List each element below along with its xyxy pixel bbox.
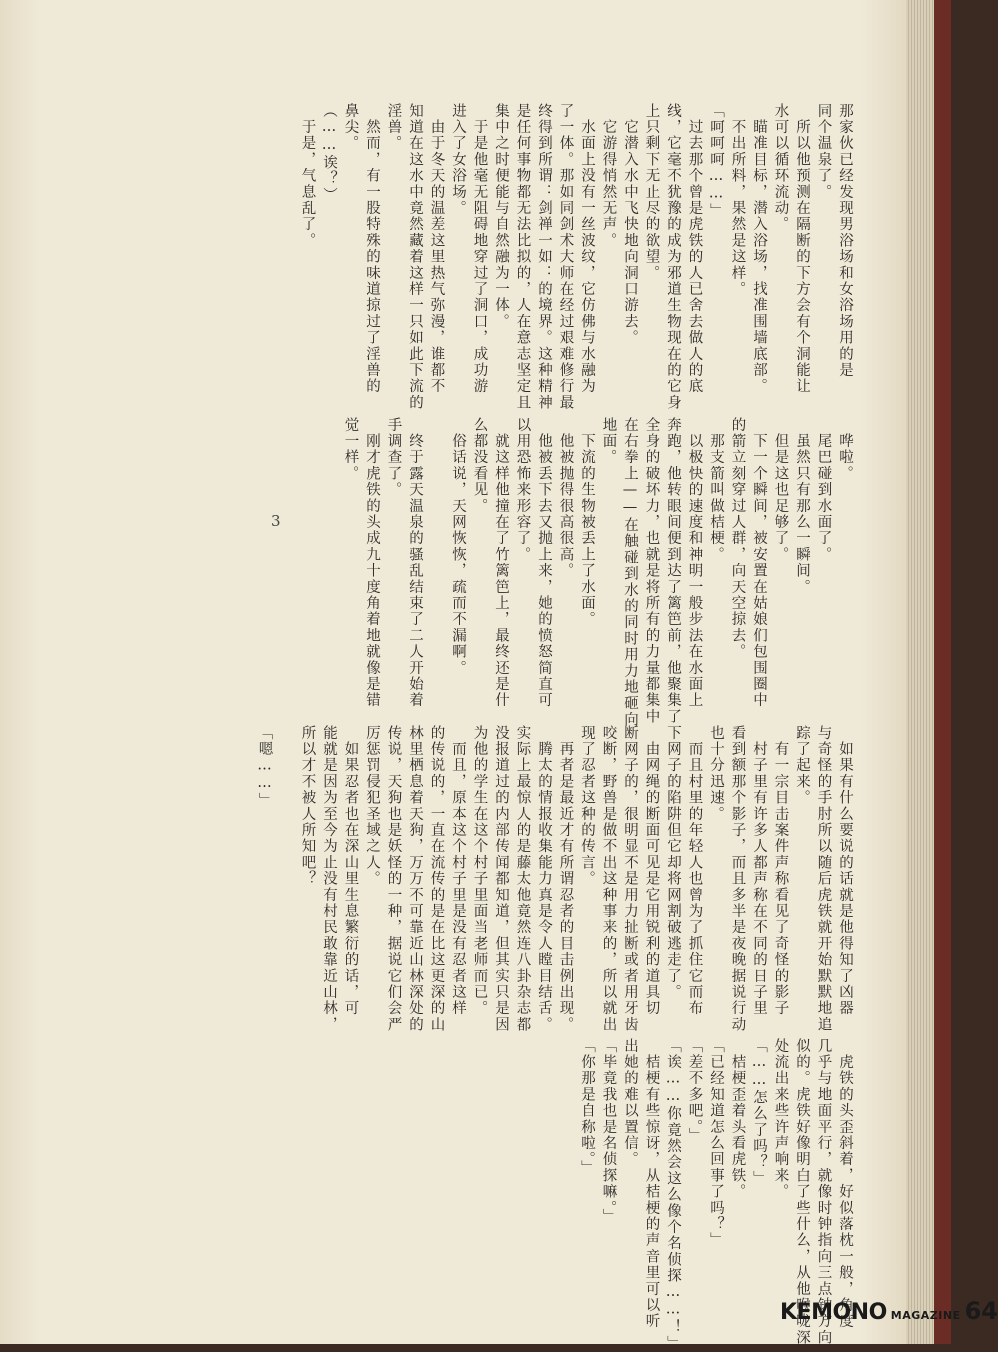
text-column: 俗话说，天网恢恢，疏而不漏啊。 [450, 417, 466, 677]
book-cover-edge [934, 0, 951, 1344]
text-column: 下一个瞬间，被安置在姑娘们包围圈中 [751, 417, 767, 709]
text-column: 几乎与地面平行，就像时钟指向三点钟方向 [815, 1038, 832, 1346]
text-column: 处流出来些许声响来。 [772, 1038, 789, 1200]
text-column: 以极快的速度和神明一般步法在水面上 [686, 417, 703, 709]
text-column: 「你那是自称啦。」 [579, 1038, 595, 1177]
text-column: 瞄准目标，潜入浴场，找准围墙底部。 [751, 103, 767, 395]
text-column: 在右拳上——在触碰到水的同时用力地砸向 [622, 417, 638, 728]
text-column: 所以他预测在隔断的下方会有个洞能让 [794, 103, 810, 395]
text-column: 传说，天狗也是妖怪的一种，据说它们会严 [385, 725, 402, 1033]
text-column: 村子里有许多人都声称在不同的日子里 [751, 725, 767, 1017]
text-column: 知道在这水中竟然藏着这样一只如此下流的 [407, 103, 423, 411]
text-column: 它潜入水中飞快地向洞口游去。 [622, 103, 638, 346]
text-column: 厉惩罚侵犯圣域之人。 [364, 725, 380, 887]
text-column: 然而，有一股特殊的味道掠过了淫兽的 [364, 103, 380, 395]
text-column: 桔梗歪着头看虎铁。 [729, 1038, 746, 1200]
text-column: 林里栖息着天狗，万万不可靠近山林深处的 [407, 725, 423, 1033]
text-column: 的传说的，一直在流传的是在比这更深的山 [428, 725, 445, 1033]
section-marker: 3 [271, 512, 281, 530]
text-column: 「……怎么了吗？」 [751, 1038, 767, 1187]
text-column: 同个温泉了。 [815, 103, 832, 201]
text-column: 下网子的陷阱但它却将网割破逃走了。 [665, 725, 681, 1001]
text-column: 他被抛得很高很高。 [557, 417, 574, 579]
text-column: 「诶……你竟然会这么像个名侦探……！」 [665, 1038, 681, 1352]
text-column: 奔跑，他转眼间便到达了篱笆前，他聚集了 [665, 417, 681, 725]
footer [780, 1297, 998, 1325]
text-column: 断网子的，很明显不是用力扯断或者用牙齿 [622, 725, 638, 1033]
text-column: 么都没看见。 [471, 417, 488, 515]
text-column: 淫兽。 [385, 103, 402, 152]
text-column: 腾太的情报收集能力真是令人瞠目结舌。 [536, 725, 552, 1033]
text-column: 似的。虎铁好像明白了些什么，从他喉咙深 [794, 1038, 810, 1346]
text-column: 他被丢下去又抛上来，她的愤怒简直可 [536, 417, 552, 709]
text-column: 如果忍者也在深山里生息繁衍的话，可 [342, 725, 359, 1017]
text-column: 上只剩下无止尽的欲望。 [643, 103, 660, 282]
text-column: 出她的难以置信。 [622, 1038, 638, 1168]
text-column: 全身的破坏力，也就是将所有的力量都集中 [643, 417, 660, 725]
text-column: 「已经知道怎么回事了吗？」 [708, 1038, 724, 1249]
text-column: 能就是因为至今为止没有村民敢靠近山林， [321, 725, 337, 1033]
text-column: 「差不多吧。」 [686, 1038, 703, 1145]
text-column: 终得到所谓：剑禅一如：的境界。这种精神 [536, 103, 552, 411]
text-column: 所以才不被人所知吧？ [299, 725, 316, 887]
text-column: 与奇怪的手肘所以随后虎铁就开始默默地追 [815, 725, 832, 1033]
text-column: 它游得悄然无声。 [600, 103, 617, 249]
text-column: 手调查了。 [385, 417, 402, 498]
text-column: 那家伙已经发现男浴场和女浴场用的是 [837, 103, 853, 379]
text-column: 而且，原本这个村子里是没有忍者这样 [450, 725, 466, 1017]
text-column: 「毕竟我也是名侦探嘛。」 [600, 1038, 617, 1226]
text-column: 尾巴碰到水面了。 [815, 417, 832, 563]
footer-brand: KEMONO [780, 1300, 887, 1325]
text-column: 由网绳的断面可见是它用锐利的道具切 [643, 725, 660, 1017]
text-column: 进入了女浴场。 [450, 103, 466, 217]
text-column: 踪了起来。 [794, 725, 810, 806]
text-column: 于是他毫无阻碍地穿过了洞口，成功游 [471, 103, 488, 395]
text-column: 过去那个曾是虎铁的人已舍去做人的底 [686, 103, 703, 395]
text-column: 桔梗有些惊讶，从桔梗的声音里可以听 [643, 1038, 660, 1330]
text-column: 虎铁的头歪斜着，好似落枕一般，角度 [837, 1038, 853, 1330]
text-column: 看到额那个影子，而且多半是夜晚据说行动 [729, 725, 746, 1033]
text-column: 没报道过的内部传闻都知道，但其实只是因 [493, 725, 509, 1033]
text-column: 实际上最惊人的是藤太他竟然连八卦杂志都 [514, 725, 531, 1033]
text-column: 咬断，野兽是做不出这种事来的，所以就出 [600, 725, 617, 1033]
page-number: 64 [964, 1297, 998, 1325]
text-column: 于是，气息乱了。 [299, 103, 316, 249]
text-column: 地面。 [600, 417, 617, 466]
text-column: 是任何事物都无法比拟的，人在意志坚定且 [514, 103, 531, 411]
text-column: 如果有什么要说的话就是他得知了凶器 [837, 725, 853, 1017]
text-column: 觉一样。 [342, 417, 359, 482]
text-column: 有一宗目击案件声称看见了奇怪的影子 [772, 725, 789, 1017]
text-column: 集中之时便能与自然融为一体。 [493, 103, 509, 330]
text-column: 为他的学生在这个村子里面当老师而已。 [471, 725, 488, 1017]
text-column: 现了忍者这种的传言。 [579, 725, 595, 887]
text-column: 也十分迅速。 [708, 725, 724, 823]
text-column: 就这样他撞在了竹篱笆上，最终还是什 [493, 417, 509, 709]
text-column: （……诶？） [321, 103, 337, 204]
text-column: 由于冬天的温差这里热气弥漫，谁都不 [428, 103, 445, 395]
text-column: 但是这也足够了。 [772, 417, 789, 563]
footer-magazine: MAGAZINE [890, 1309, 961, 1322]
text-column: 再者是最近才有所谓忍者的目击例出现。 [557, 725, 574, 1033]
text-column: 的箭立刻穿过人群，向天空掠去。 [729, 417, 746, 660]
text-column: 不出所料，果然是这样。 [729, 103, 746, 298]
text-column: 了一体。那如同剑术大师在经过艰难修行最 [557, 103, 574, 411]
text-column: 「呵呵呵……」 [708, 103, 724, 220]
text-column: 水面上没有一丝波纹，它仿佛与水融为 [579, 103, 595, 395]
text-column: 水可以循环流动。 [772, 103, 789, 233]
text-column: 线，它毫不犹豫的成为邪道生物现在的它身 [665, 103, 681, 411]
text-column: 下流的生物被丢上了水面。 [579, 417, 595, 628]
text-column: 那支箭叫做桔梗。 [708, 417, 724, 563]
text-column: 哗啦。 [837, 417, 853, 482]
text-column: 刚才虎铁的头成九十度角着地就像是错 [364, 417, 380, 709]
text-column: 虽然只有那么一瞬间。 [794, 417, 810, 596]
text-column: 鼻尖。 [342, 103, 359, 152]
text-column: 「嗯……」 [256, 725, 273, 809]
text-column: 而且村里的年轻人也曾为了抓住它而布 [686, 725, 703, 1017]
text-column: 终于露天温泉的骚乱结束了二人开始着 [407, 417, 423, 709]
text-column: 以用恐怖来形容了。 [514, 417, 531, 563]
